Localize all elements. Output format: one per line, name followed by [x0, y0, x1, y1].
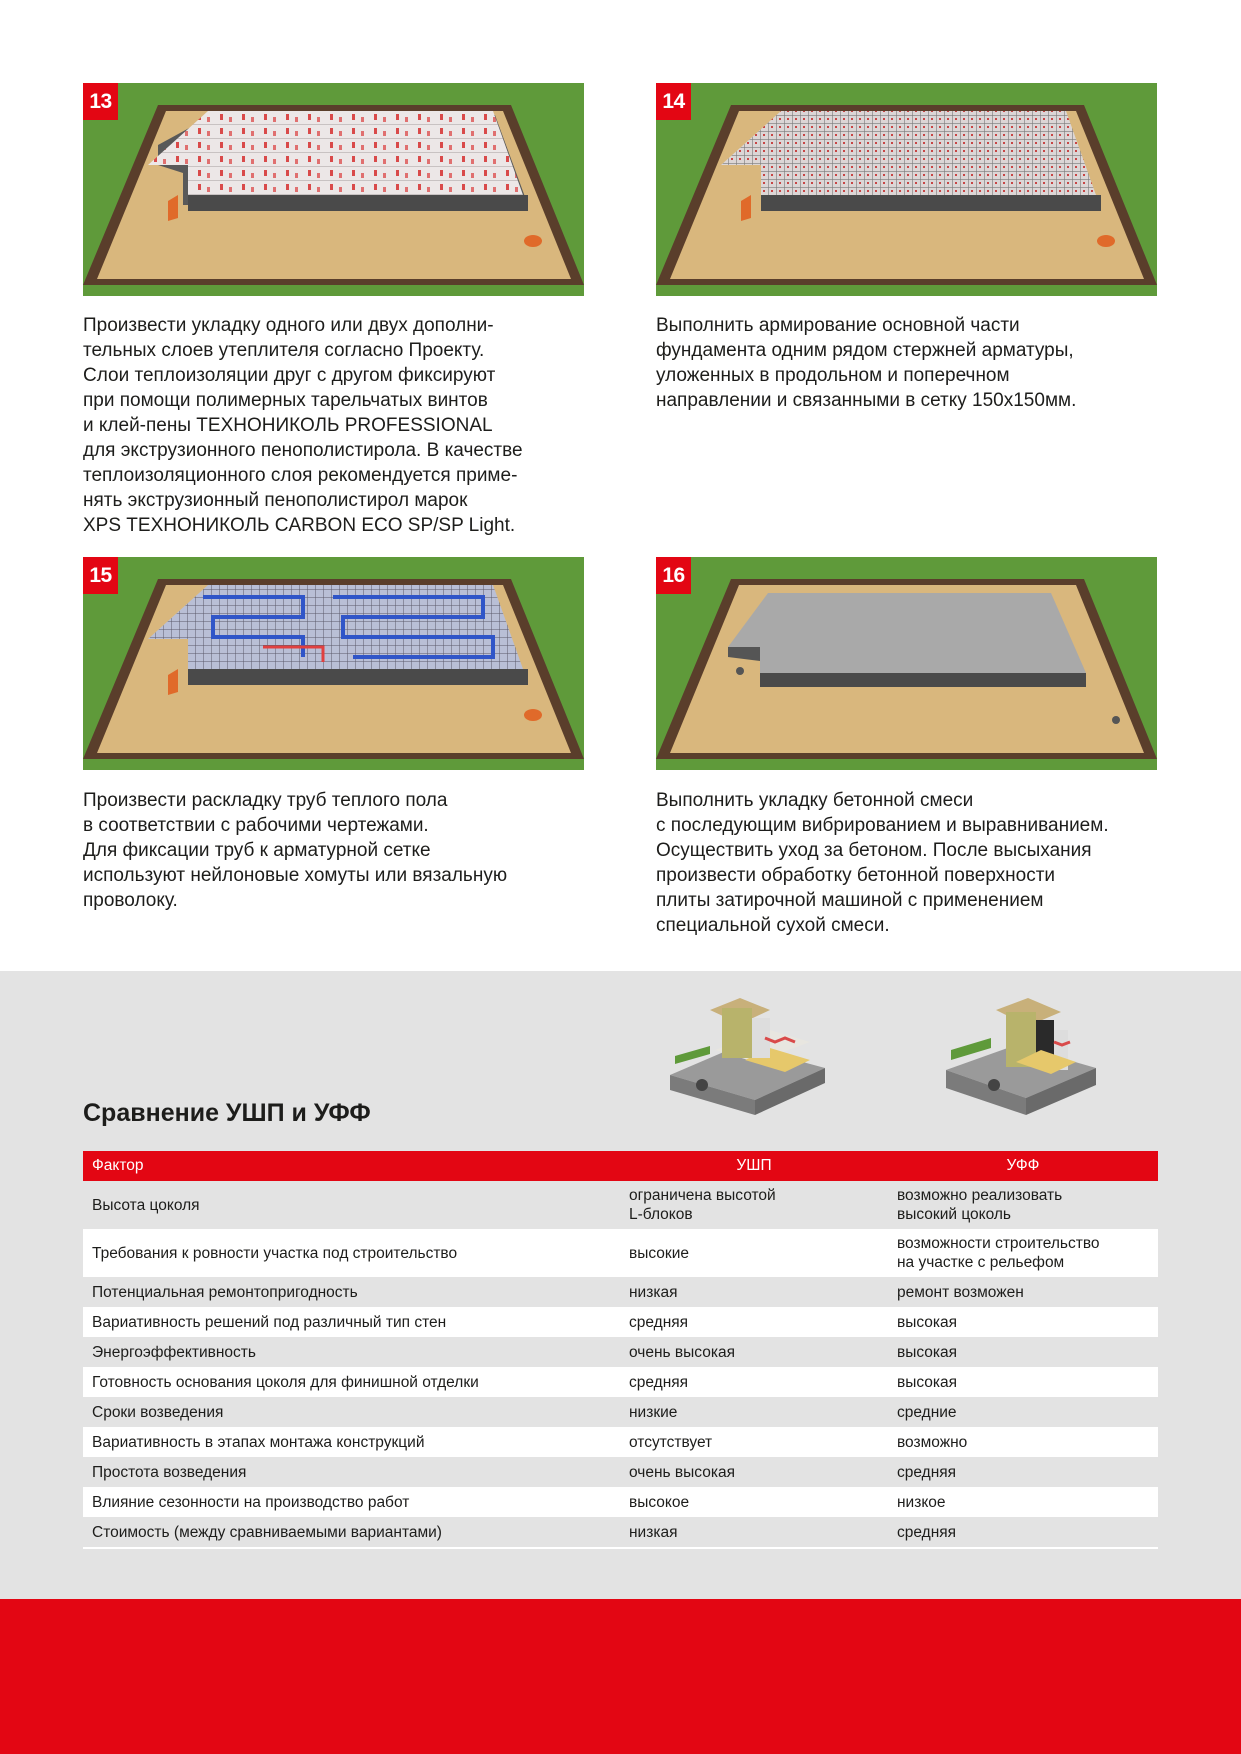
- ushp-cell: ограничена высотой L-блоков: [620, 1181, 888, 1229]
- ushp-cell: низкие: [620, 1397, 888, 1427]
- uff-foundation-cutaway-icon: [936, 990, 1106, 1115]
- table-row: [83, 1427, 1158, 1457]
- factor-cell: Влияние сезонности на производство работ: [83, 1487, 620, 1517]
- ushp-cell: средняя: [620, 1307, 888, 1337]
- ushp-cell: средняя: [620, 1367, 888, 1397]
- comparison-table: [83, 1151, 1158, 1549]
- ushp-cell: очень высокая: [620, 1337, 888, 1367]
- table-row: [83, 1367, 1158, 1397]
- table-row: [83, 1517, 1158, 1548]
- factor-cell: Простота возведения: [83, 1457, 620, 1487]
- table-row: [83, 1181, 1158, 1229]
- footer-red-band: [0, 1599, 1241, 1754]
- uff-cell: возможно: [888, 1427, 1158, 1457]
- uff-cell: ремонт возможен: [888, 1277, 1158, 1307]
- step-13-image: [83, 83, 584, 296]
- table-row: [83, 1457, 1158, 1487]
- ushp-cell: низкая: [620, 1277, 888, 1307]
- foundation-insulation-illustration: [83, 83, 584, 296]
- step-15-description: Произвести раскладку труб теплого пола в соответствии с рабочими чертежами. Для фиксации труб к арматурной сетке используют нейлоновые хомуты или вязальную проволоку.: [83, 790, 508, 911]
- table-row: [83, 1277, 1158, 1307]
- factor-cell: Стоимость (между сравниваемыми вариантами): [83, 1517, 620, 1548]
- ushp-cell: низкая: [620, 1517, 888, 1548]
- header-factor: Фактор: [83, 1151, 620, 1181]
- factor-cell: Высота цоколя: [83, 1181, 620, 1229]
- table-header-row: [83, 1151, 1158, 1181]
- step-15-image: [83, 557, 584, 770]
- uff-cell: высокая: [888, 1367, 1158, 1397]
- foundation-concrete-illustration: [656, 557, 1157, 770]
- uff-cell: возможно реализовать высокий цоколь: [888, 1181, 1158, 1229]
- uff-cell: средняя: [888, 1457, 1158, 1487]
- uff-cell: возможности строительство на участке с рельефом: [888, 1229, 1158, 1277]
- factor-cell: Вариативность в этапах монтажа конструкций: [83, 1427, 620, 1457]
- table-row: [83, 1397, 1158, 1427]
- factor-cell: Энергоэффективность: [83, 1337, 620, 1367]
- table-row: [83, 1337, 1158, 1367]
- step-14-description: Выполнить армирование основной части фундамента одним рядом стержней арматуры, уложенных в продольном и поперечном направлении и связанными в сетку 150х150мм.: [656, 315, 1077, 411]
- factor-cell: Сроки возведения: [83, 1397, 620, 1427]
- table-row: [83, 1307, 1158, 1337]
- table-row: [83, 1229, 1158, 1277]
- uff-cell: низкое: [888, 1487, 1158, 1517]
- step-number-badge: 14: [656, 83, 691, 120]
- factor-cell: Потенциальная ремонтопригодность: [83, 1277, 620, 1307]
- foundation-pipes-illustration: [83, 557, 584, 770]
- ushp-foundation-cutaway-icon: [660, 990, 830, 1115]
- ushp-cell: отсутствует: [620, 1427, 888, 1457]
- uff-cell: высокая: [888, 1307, 1158, 1337]
- comparison-title: Сравнение УШП и УФФ: [83, 1099, 371, 1127]
- step-number-badge: 13: [83, 83, 118, 120]
- step-13-description: Произвести укладку одного или двух дополни- тельных слоев утеплителя согласно Проекту. Слои теплоизоляции друг с другом фиксируют при помощи полимерных тарельчатых винтов и клей-пены ТЕХНОНИКОЛЬ PROFESSIONAL для экструзионного пенополистирола. В качестве теплоизоляционного слоя рекомендуется приме- нять экструзионный пенополистирол марок XPS ТЕХНОНИКОЛЬ CARBON ECO SP/SP Light.: [83, 315, 523, 536]
- step-16-image: [656, 557, 1157, 770]
- factor-cell: Требования к ровности участка под строительство: [83, 1229, 620, 1277]
- ushp-cell: высокие: [620, 1229, 888, 1277]
- factor-cell: Готовность основания цоколя для финишной отделки: [83, 1367, 620, 1397]
- uff-cell: средняя: [888, 1517, 1158, 1548]
- uff-cell: средние: [888, 1397, 1158, 1427]
- ushp-foundation-thumbnail: [660, 990, 830, 1115]
- step-number-badge: 15: [83, 557, 118, 594]
- ushp-cell: высокое: [620, 1487, 888, 1517]
- step-16-description: Выполнить укладку бетонной смеси с последующим вибрированием и выравниванием. Осуществить уход за бетоном. После высыхания произвести обработку бетонной поверхности плиты затирочной машиной с применением специальной сухой смеси.: [656, 790, 1109, 936]
- header-uff: УФФ: [888, 1151, 1158, 1181]
- ushp-cell: очень высокая: [620, 1457, 888, 1487]
- foundation-rebar-illustration: [656, 83, 1157, 296]
- header-ushp: УШП: [620, 1151, 888, 1181]
- step-number-badge: 16: [656, 557, 691, 594]
- uff-cell: высокая: [888, 1337, 1158, 1367]
- table-row: [83, 1487, 1158, 1517]
- uff-foundation-thumbnail: [936, 990, 1106, 1115]
- step-14-image: [656, 83, 1157, 296]
- factor-cell: Вариативность решений под различный тип стен: [83, 1307, 620, 1337]
